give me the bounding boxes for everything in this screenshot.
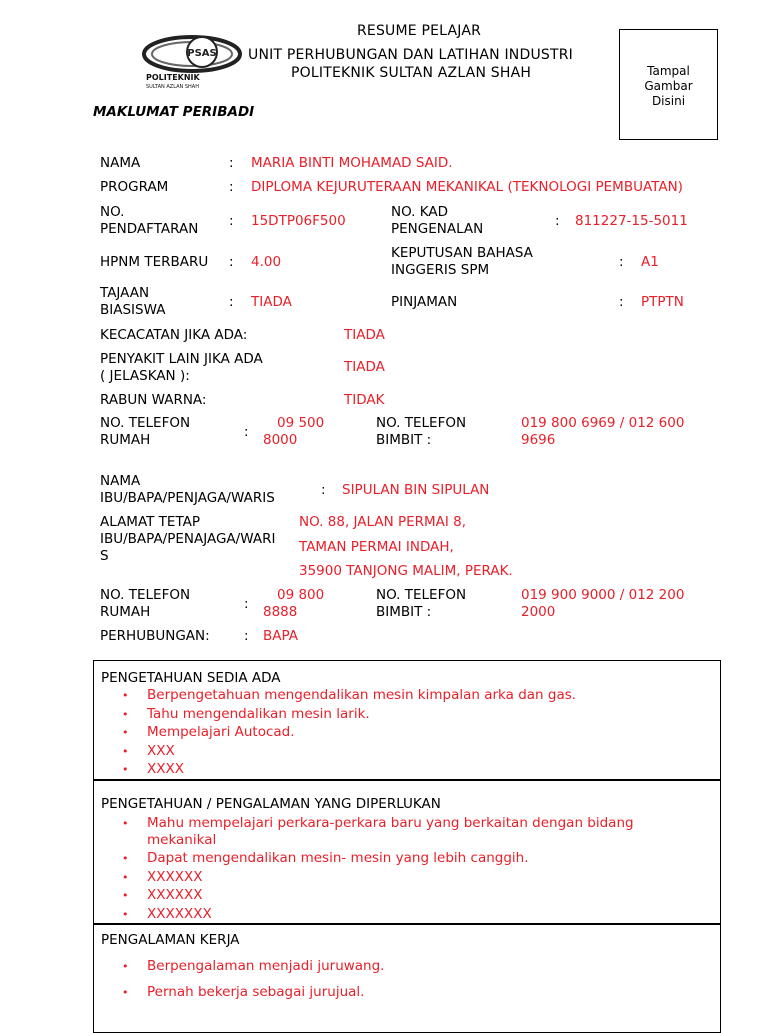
tel-bimbit-value: 019 800 6969 / 012 600 [521,415,685,431]
waris-tel-rumah-label: NO. TELEFON [100,587,191,603]
bullet: • [122,763,129,776]
section-title: MAKLUMAT PERIBADI [93,104,255,120]
alamat-label: IBU/BAPA/PENAJAGA/WARI [100,531,276,547]
sedia-ada-section [93,660,721,781]
program-value: DIPLOMA KEJURUTERAAN MEKANIKAL (TEKNOLOGI PEMBUATAN) [251,179,683,195]
tel-rumah-value: 8000 [263,432,298,448]
colon: : [229,155,234,171]
program-label: PROGRAM [100,179,169,195]
alamat-line: NO. 88, JALAN PERMAI 8, [299,514,467,530]
kerja-heading: PENGALAMAN KERJA [101,932,240,948]
no-kp-label: NO. KAD [391,204,449,220]
perhubungan-label: PERHUBUNGAN: [100,628,210,644]
perhubungan-value: BAPA [263,628,299,644]
hpnm-label: HPNM TERBARU [100,254,209,270]
bullet: • [122,908,129,921]
tel-rumah-label: RUMAH [100,432,151,448]
penyakit-label: PENYAKIT LAIN JIKA ADA [100,351,263,367]
sedia-ada-heading: PENGETAHUAN SEDIA ADA [101,670,281,686]
logo-text: POLITEKNIK [146,73,200,82]
waris-nama-value: SIPULAN BIN SIPULAN [342,482,490,498]
kecacatan-label: KECACATAN JIKA ADA: [100,327,248,343]
tajaan-label: BIASISWA [100,302,166,318]
politeknik-logo [140,28,244,92]
bullet: • [122,745,129,758]
colon: : [619,254,624,270]
bullet: • [122,852,129,865]
colon: : [229,254,234,270]
kerja-item: Pernah bekerja sebagai jurujual. [147,984,365,1000]
rabun-label: RABUN WARNA: [100,392,207,408]
tel-bimbit-value: 9696 [521,432,556,448]
tajaan-value: TIADA [251,294,292,310]
alamat-label: ALAMAT TETAP [100,514,201,530]
logo-badge: PSAS [187,48,217,59]
colon: : [619,294,624,310]
alamat-line: 35900 TANJONG MALIM, PERAK. [299,563,513,579]
no-kp-value: 811227-15-5011 [575,213,688,229]
waris-tel-rumah-value: 09 800 [277,587,325,603]
pinjaman-label: PINJAMAN [391,294,458,310]
no-daftar-value: 15DTP06F500 [251,213,346,229]
waris-nama-label: IBU/BAPA/PENJAGA/WARIS [100,490,275,506]
bullet: • [122,889,129,902]
resume-title: RESUME PELAJAR [357,23,482,39]
politeknik-title: POLITEKNIK SULTAN AZLAN SHAH [291,65,532,81]
bullet: • [122,817,129,830]
hpnm-value: 4.00 [251,254,282,270]
diperlukan-item: XXXXXX [147,887,203,903]
spm-label: INGGERIS SPM [391,262,490,278]
sedia-ada-item: XXX [147,743,175,759]
sedia-ada-item: Mempelajari Autocad. [147,724,295,740]
colon: : [229,294,234,310]
colon: : [555,213,560,229]
waris-tel-bimbit-value: 019 900 9000 / 012 200 [521,587,685,603]
waris-tel-bimbit-label: NO. TELEFON [376,587,467,603]
alamat-label: S [100,548,109,564]
waris-tel-rumah-value: 8888 [263,604,298,620]
photo-text-line: Gambar [644,79,693,93]
colon: : [229,179,234,195]
no-kp-label: PENGENALAN [391,221,484,237]
tel-rumah-label: NO. TELEFON [100,415,191,431]
bullet: • [122,871,129,884]
diperlukan-item: Mahu mempelajari perkara-perkara baru yang berkaitan dengan bidang [147,815,634,831]
unit-title: UNIT PERHUBUNGAN DAN LATIHAN INDUSTRI [248,47,573,63]
photo-text-line: Tampal [647,64,690,78]
sedia-ada-item: Tahu mengendalikan mesin larik. [147,706,370,722]
spm-value: A1 [641,254,659,270]
waris-tel-bimbit-value: 2000 [521,604,556,620]
waris-tel-bimbit-label: BIMBIT : [376,604,432,620]
nama-label: NAMA [100,155,141,171]
bullet: • [122,960,129,973]
bullet: • [122,708,129,721]
bullet: • [122,986,129,999]
colon: : [321,482,326,498]
sedia-ada-item: XXXX [147,761,184,777]
photo-placeholder [619,29,718,140]
colon: : [244,628,249,644]
kerja-section [93,923,721,1033]
alamat-line: TAMAN PERMAI INDAH, [299,539,454,555]
diperlukan-item: XXXXXXX [147,906,212,922]
tajaan-label: TAJAAN [100,285,150,301]
tel-rumah-value: 09 500 [277,415,325,431]
diperlukan-item: Dapat mengendalikan mesin- mesin yang lebih canggih. [147,850,529,866]
colon: : [244,596,249,612]
diperlukan-section [93,779,721,925]
colon: : [229,213,234,229]
no-daftar-label: NO. [100,204,125,220]
colon: : [244,424,249,440]
penyakit-value: TIADA [344,359,385,375]
bullet: • [122,689,129,702]
logo-subtext: SULTAN AZLAN SHAH [146,84,199,90]
diperlukan-item: XXXXXX [147,869,203,885]
sedia-ada-item: Berpengetahuan mengendalikan mesin kimpalan arka dan gas. [147,687,577,703]
diperlukan-item-cont: mekanikal [147,832,217,848]
photo-text-line: Disini [651,94,686,108]
tel-bimbit-label: NO. TELEFON [376,415,467,431]
waris-tel-rumah-label: RUMAH [100,604,151,620]
spm-label: KEPUTUSAN BAHASA [391,245,533,261]
nama-value: MARIA BINTI MOHAMAD SAID. [251,155,453,171]
waris-nama-label: NAMA [100,473,141,489]
rabun-value: TIDAK [344,392,385,408]
tel-bimbit-label: BIMBIT : [376,432,432,448]
pinjaman-value: PTPTN [641,294,684,310]
diperlukan-heading: PENGETAHUAN / PENGALAMAN YANG DIPERLUKAN [101,796,441,812]
bullet: • [122,726,129,739]
penyakit-label: ( JELASKAN ): [100,368,190,384]
no-daftar-label: PENDAFTARAN [100,221,199,237]
kecacatan-value: TIADA [344,327,385,343]
kerja-item: Berpengalaman menjadi juruwang. [147,958,385,974]
